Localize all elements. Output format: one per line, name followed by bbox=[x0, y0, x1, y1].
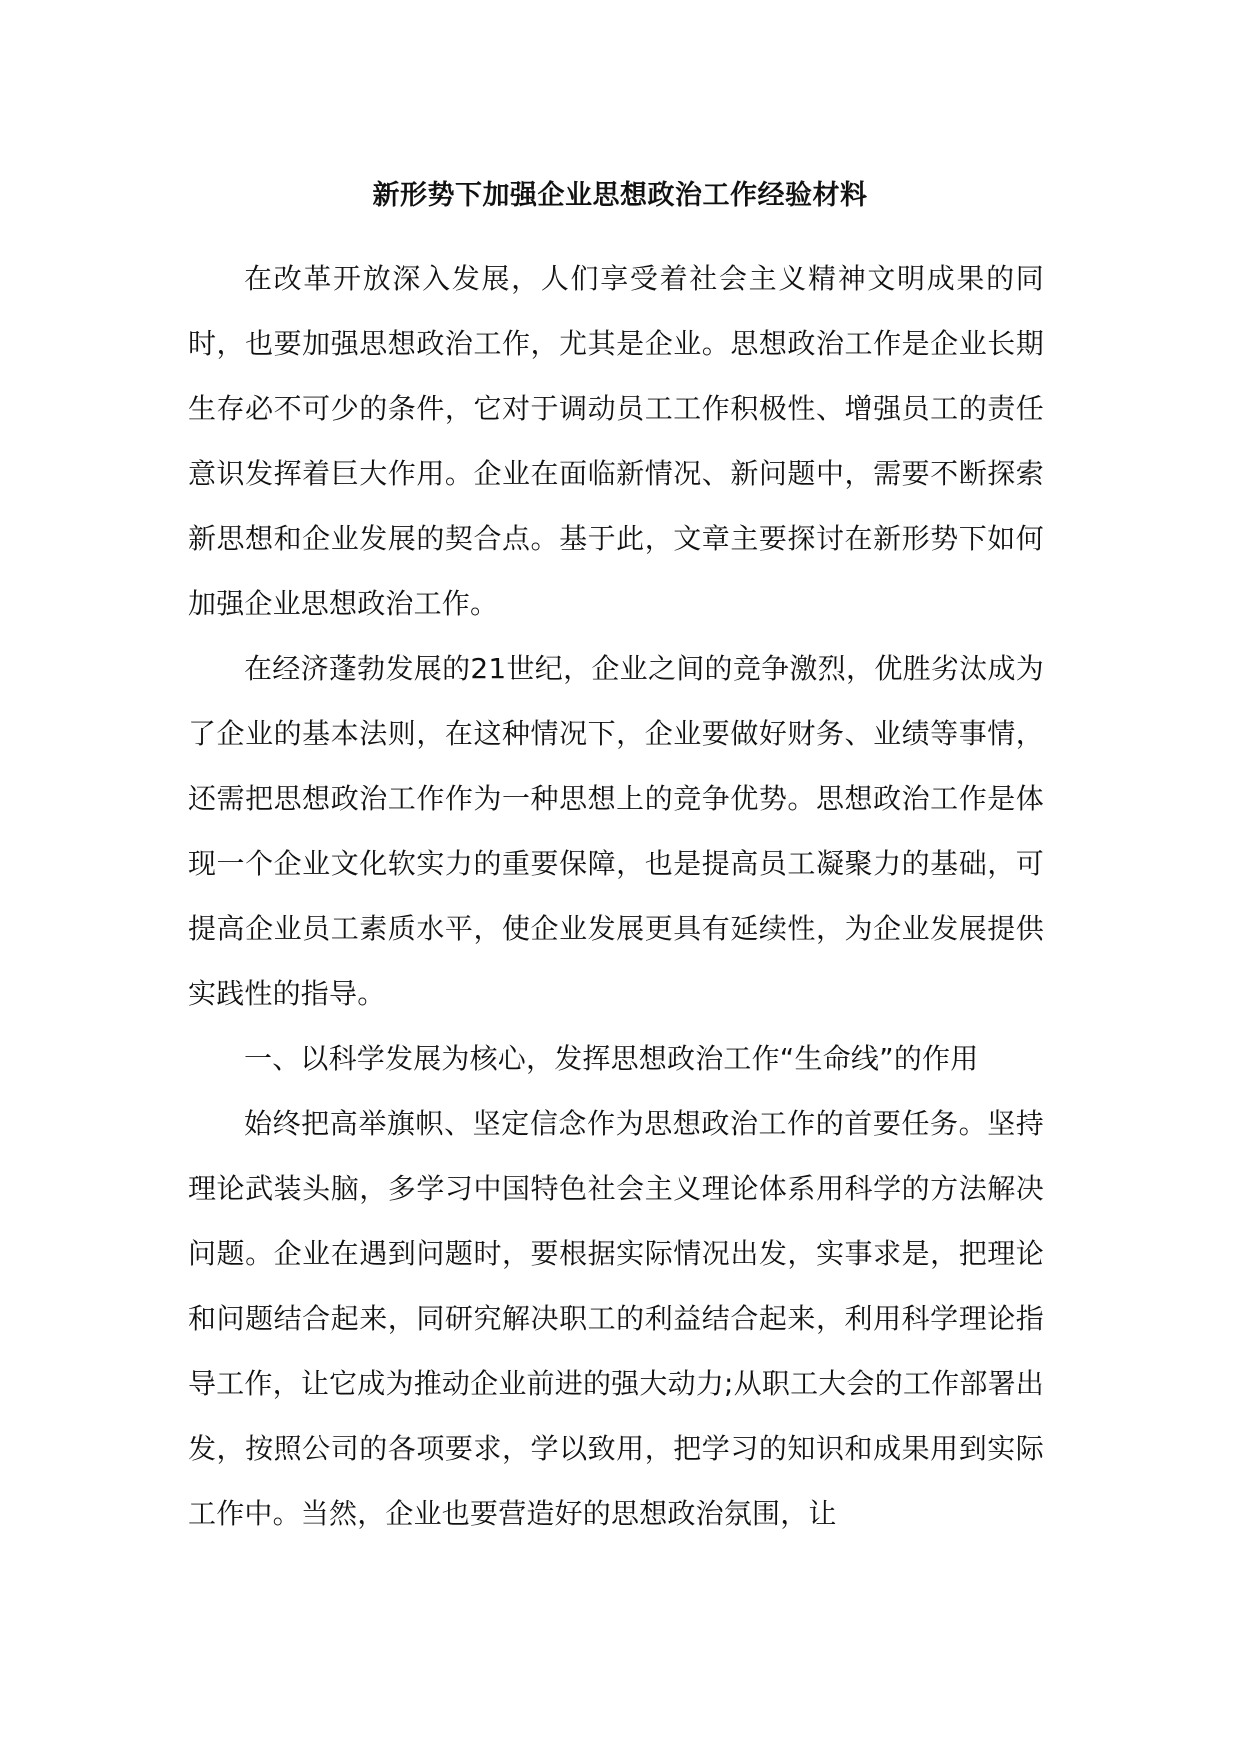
paragraph-background: 在经济蓬勃发展的21世纪，企业之间的竞争激烈，优胜劣汰成为了企业的基本法则，在这种情况下，企业要做好财务、业绩等事情，还需把思想政治工作作为一种思想上的竞争优势。思想政治工作是体现一个企业文化软实力的重要保障，也是提高员工凝聚力的基础，可提高企业员工素质水平，使企业发展更具有延续性，为企业发展提供实践性的指导。 bbox=[188, 652, 1044, 1010]
paragraph-intro: 在改革开放深入发展，人们享受着社会主义精神文明成果的同时，也要加强思想政治工作，尤其是企业。思想政治工作是企业长期生存必不可少的条件，它对于调动员工工作积极性、增强员工的责任意识发挥着巨大作用。企业在面临新情况、新问题中，需要不断探索新思想和企业发展的契合点。基于此，文章主要探讨在新形势下如何加强企业思想政治工作。 bbox=[188, 262, 1044, 620]
document-title: 新形势下加强企业思想政治工作经验材料 bbox=[372, 180, 868, 211]
section-heading-1: 一、以科学发展为核心，发挥思想政治工作“生命线”的作用 bbox=[244, 1042, 979, 1075]
document-body bbox=[188, 246, 1044, 1546]
paragraph-section-1: 始终把高举旗帜、坚定信念作为思想政治工作的首要任务。坚持理论武装头脑，多学习中国特色社会主义理论体系用科学的方法解决问题。企业在遇到问题时，要根据实际情况出发，实事求是，把理论和问题结合起来，同研究解决职工的利益结合起来，利用科学理论指导工作，让它成为推动企业前进的强大动力;从职工大会的工作部署出发，按照公司的各项要求，学以致用，把学习的知识和成果用到实际工作中。当然，企业也要营造好的思想政治氛围，让 bbox=[188, 1107, 1044, 1530]
